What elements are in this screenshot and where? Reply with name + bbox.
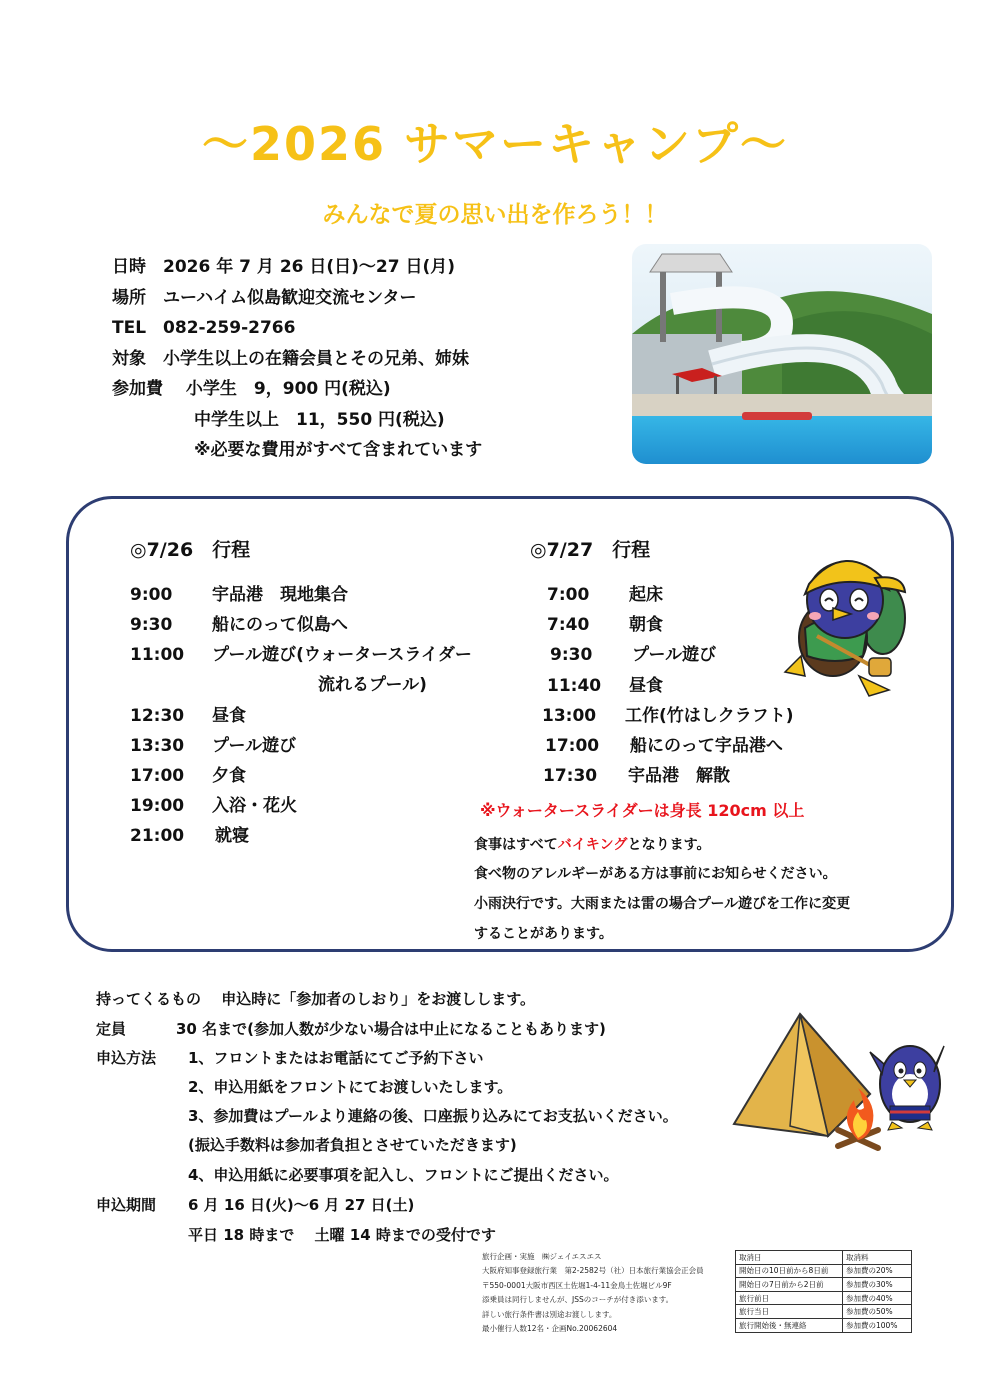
day1-event: 宇品港 現地集合 bbox=[212, 585, 348, 605]
organizer-line: 旅行企画・実施 ㈱ジェイエスエス bbox=[482, 1252, 602, 1261]
day1-row bbox=[130, 640, 472, 665]
rain-note-2: することがあります。 bbox=[474, 926, 613, 942]
items-to-bring: 持ってくるもの 申込時に「参加者のしおり」をお渡しします。 bbox=[96, 990, 536, 1008]
day1-event: 就寝 bbox=[215, 826, 249, 846]
day2-time: 7:40 bbox=[547, 615, 590, 635]
apply-period: 6 月 16 日(火)～6 月 27 日(土) bbox=[188, 1196, 415, 1214]
day1-row bbox=[130, 610, 348, 635]
day2-time: 17:30 bbox=[543, 766, 598, 786]
day2-event: 船にのって宇品港へ bbox=[630, 736, 783, 756]
rain-note-1: 小雨決行です。大雨または雷の場合プール遊びを工作に変更 bbox=[474, 896, 851, 912]
reception-hours: 平日 18 時まで 土曜 14 時までの受付です bbox=[188, 1226, 496, 1244]
day1-time: 9:30 bbox=[130, 615, 173, 635]
table-cell: 参加費の50% bbox=[843, 1305, 912, 1319]
day1-event: 入浴・花火 bbox=[212, 796, 297, 816]
day2-row bbox=[543, 761, 730, 786]
apply-step-3: 3、参加費はプールより連絡の後、口座振り込みにてお支払いください。 bbox=[188, 1107, 678, 1125]
capacity-label: 定員 bbox=[96, 1020, 127, 1038]
campfire-tent-illustration bbox=[730, 1008, 950, 1168]
day1-row bbox=[130, 670, 427, 695]
day1-time: 9:00 bbox=[130, 585, 173, 605]
page-subtitle: みんなで夏の思い出を作ろう！！ bbox=[322, 202, 668, 228]
table-cell: 参加費の20% bbox=[843, 1264, 912, 1278]
event-tel: TEL 082-259-2766 bbox=[112, 318, 296, 338]
organizer-line: 大阪府知事登録旅行業 第2-2582号（社）日本旅行業協会正会員 bbox=[482, 1266, 704, 1276]
table-cell: 取消料 bbox=[843, 1251, 912, 1265]
hiking-penguin-illustration bbox=[775, 538, 915, 708]
day1-row bbox=[130, 791, 297, 816]
day2-row bbox=[545, 731, 783, 756]
table-cell: 旅行前日 bbox=[736, 1291, 843, 1305]
day2-row bbox=[547, 671, 663, 696]
day1-event: 昼食 bbox=[212, 706, 246, 726]
day2-event: プール遊び bbox=[632, 645, 717, 665]
table-row bbox=[736, 1318, 912, 1332]
day1-time: 13:30 bbox=[130, 736, 185, 756]
day1-time: 11:00 bbox=[130, 645, 185, 665]
day2-time: 17:00 bbox=[545, 736, 600, 756]
apply-step-2: 2、申込用紙をフロントにてお渡しいたします。 bbox=[188, 1078, 513, 1096]
cancellation-fee-table bbox=[735, 1250, 912, 1333]
organizer-line: 詳しい旅行条件書は別途お渡しします。 bbox=[482, 1309, 617, 1319]
organizer-line: 添乗員は同行しませんが、JSSのコーチが付き添います。 bbox=[482, 1295, 674, 1305]
day2-event: 工作(竹はしクラフト) bbox=[625, 706, 794, 726]
day2-event: 朝食 bbox=[629, 615, 663, 635]
table-row bbox=[736, 1251, 912, 1265]
day1-event: 船にのって似島へ bbox=[212, 615, 348, 635]
day1-time: 21:00 bbox=[130, 826, 185, 846]
allergy-note: 食べ物のアレルギーがある方は事前にお知らせください。 bbox=[474, 866, 837, 882]
event-place: 場所 ユーハイム似島歓迎交流センター bbox=[112, 287, 417, 308]
day2-row bbox=[547, 580, 663, 605]
day1-event: 流れるプール) bbox=[318, 675, 427, 695]
capacity-text: 30 名まで(参加人数が少ない場合は中止になることもあります) bbox=[176, 1020, 606, 1038]
day2-event: 起床 bbox=[629, 585, 663, 605]
meal-note-buffet: バイキング bbox=[557, 837, 628, 853]
meal-note-pre: 食事はすべて bbox=[474, 837, 558, 853]
day1-time: 12:30 bbox=[130, 706, 185, 726]
apply-step-4: 4、申込用紙に必要事項を記入し、フロントにご提出ください。 bbox=[188, 1166, 619, 1184]
event-info bbox=[112, 252, 482, 466]
day1-row bbox=[130, 580, 348, 605]
day1-heading: ◎7/26 行程 bbox=[130, 539, 251, 561]
day1-event: 夕食 bbox=[212, 766, 246, 786]
table-cell: 旅行当日 bbox=[736, 1305, 843, 1319]
table-row bbox=[736, 1264, 912, 1278]
event-date: 日時 2026 年 7 月 26 日(日)～27 日(月) bbox=[112, 257, 456, 277]
table-cell: 取消日 bbox=[736, 1251, 843, 1265]
table-row bbox=[736, 1305, 912, 1319]
day2-time: 11:40 bbox=[547, 676, 602, 696]
apply-period-label: 申込期間 bbox=[96, 1196, 157, 1214]
organizer-info bbox=[482, 1250, 704, 1336]
day2-row bbox=[542, 701, 794, 726]
event-target: 対象 小学生以上の在籍会員とその兄弟、姉妹 bbox=[112, 348, 469, 369]
day1-row bbox=[130, 821, 249, 846]
day2-event: 昼食 bbox=[629, 676, 663, 696]
day1-time: 19:00 bbox=[130, 796, 185, 816]
day1-row bbox=[130, 761, 246, 786]
table-row bbox=[736, 1291, 912, 1305]
event-fee-junior: 中学生以上 11，550 円(税込) bbox=[194, 409, 445, 430]
table-cell: 旅行開始後・無連絡 bbox=[736, 1318, 843, 1332]
day1-row bbox=[130, 701, 246, 726]
table-cell: 参加費の30% bbox=[843, 1278, 912, 1292]
organizer-line: 最小催行人数12名・企画No.20062604 bbox=[482, 1324, 618, 1334]
slider-height-note: ※ウォータースライダーは身長 120cm 以上 bbox=[480, 801, 805, 820]
day1-event: プール遊び(ウォータースライダー bbox=[212, 645, 472, 665]
day1-event: プール遊び bbox=[212, 736, 297, 756]
apply-step-1: 1、フロントまたはお電話にてご予約下さい bbox=[188, 1049, 484, 1067]
apply-step-3-note: (振込手数料は参加者負担とさせていただきます) bbox=[188, 1136, 517, 1154]
table-cell: 開始日の7日前から2日前 bbox=[736, 1278, 843, 1292]
day2-time: 7:00 bbox=[547, 585, 590, 605]
day1-row bbox=[130, 731, 296, 756]
table-row bbox=[736, 1278, 912, 1292]
day2-row bbox=[547, 610, 663, 635]
day1-time: 17:00 bbox=[130, 766, 185, 786]
event-fee-note: ※必要な費用がすべて含まれています bbox=[194, 440, 483, 460]
table-cell: 参加費の40% bbox=[843, 1291, 912, 1305]
water-slide-photo bbox=[632, 244, 932, 464]
day2-event: 宇品港 解散 bbox=[628, 766, 730, 786]
meal-note bbox=[474, 834, 711, 854]
apply-method-label: 申込方法 bbox=[96, 1049, 157, 1067]
meal-note-post: となります。 bbox=[627, 837, 711, 853]
day2-heading: ◎7/27 行程 bbox=[530, 539, 651, 561]
table-cell: 開始日の10日前から8日前 bbox=[736, 1264, 843, 1278]
table-cell: 参加費の100% bbox=[843, 1318, 912, 1332]
organizer-line: 〒550-0001大阪市西区土佐堀1-4-11金鳥土佐堀ビル9F bbox=[482, 1280, 672, 1290]
event-fee-elementary: 参加費 小学生 9，900 円(税込) bbox=[112, 379, 391, 399]
page-title: ～2026 サマーキャンプ～ bbox=[201, 117, 789, 171]
day2-row bbox=[550, 640, 716, 665]
day2-time: 9:30 bbox=[550, 645, 593, 665]
day2-time: 13:00 bbox=[542, 706, 597, 726]
